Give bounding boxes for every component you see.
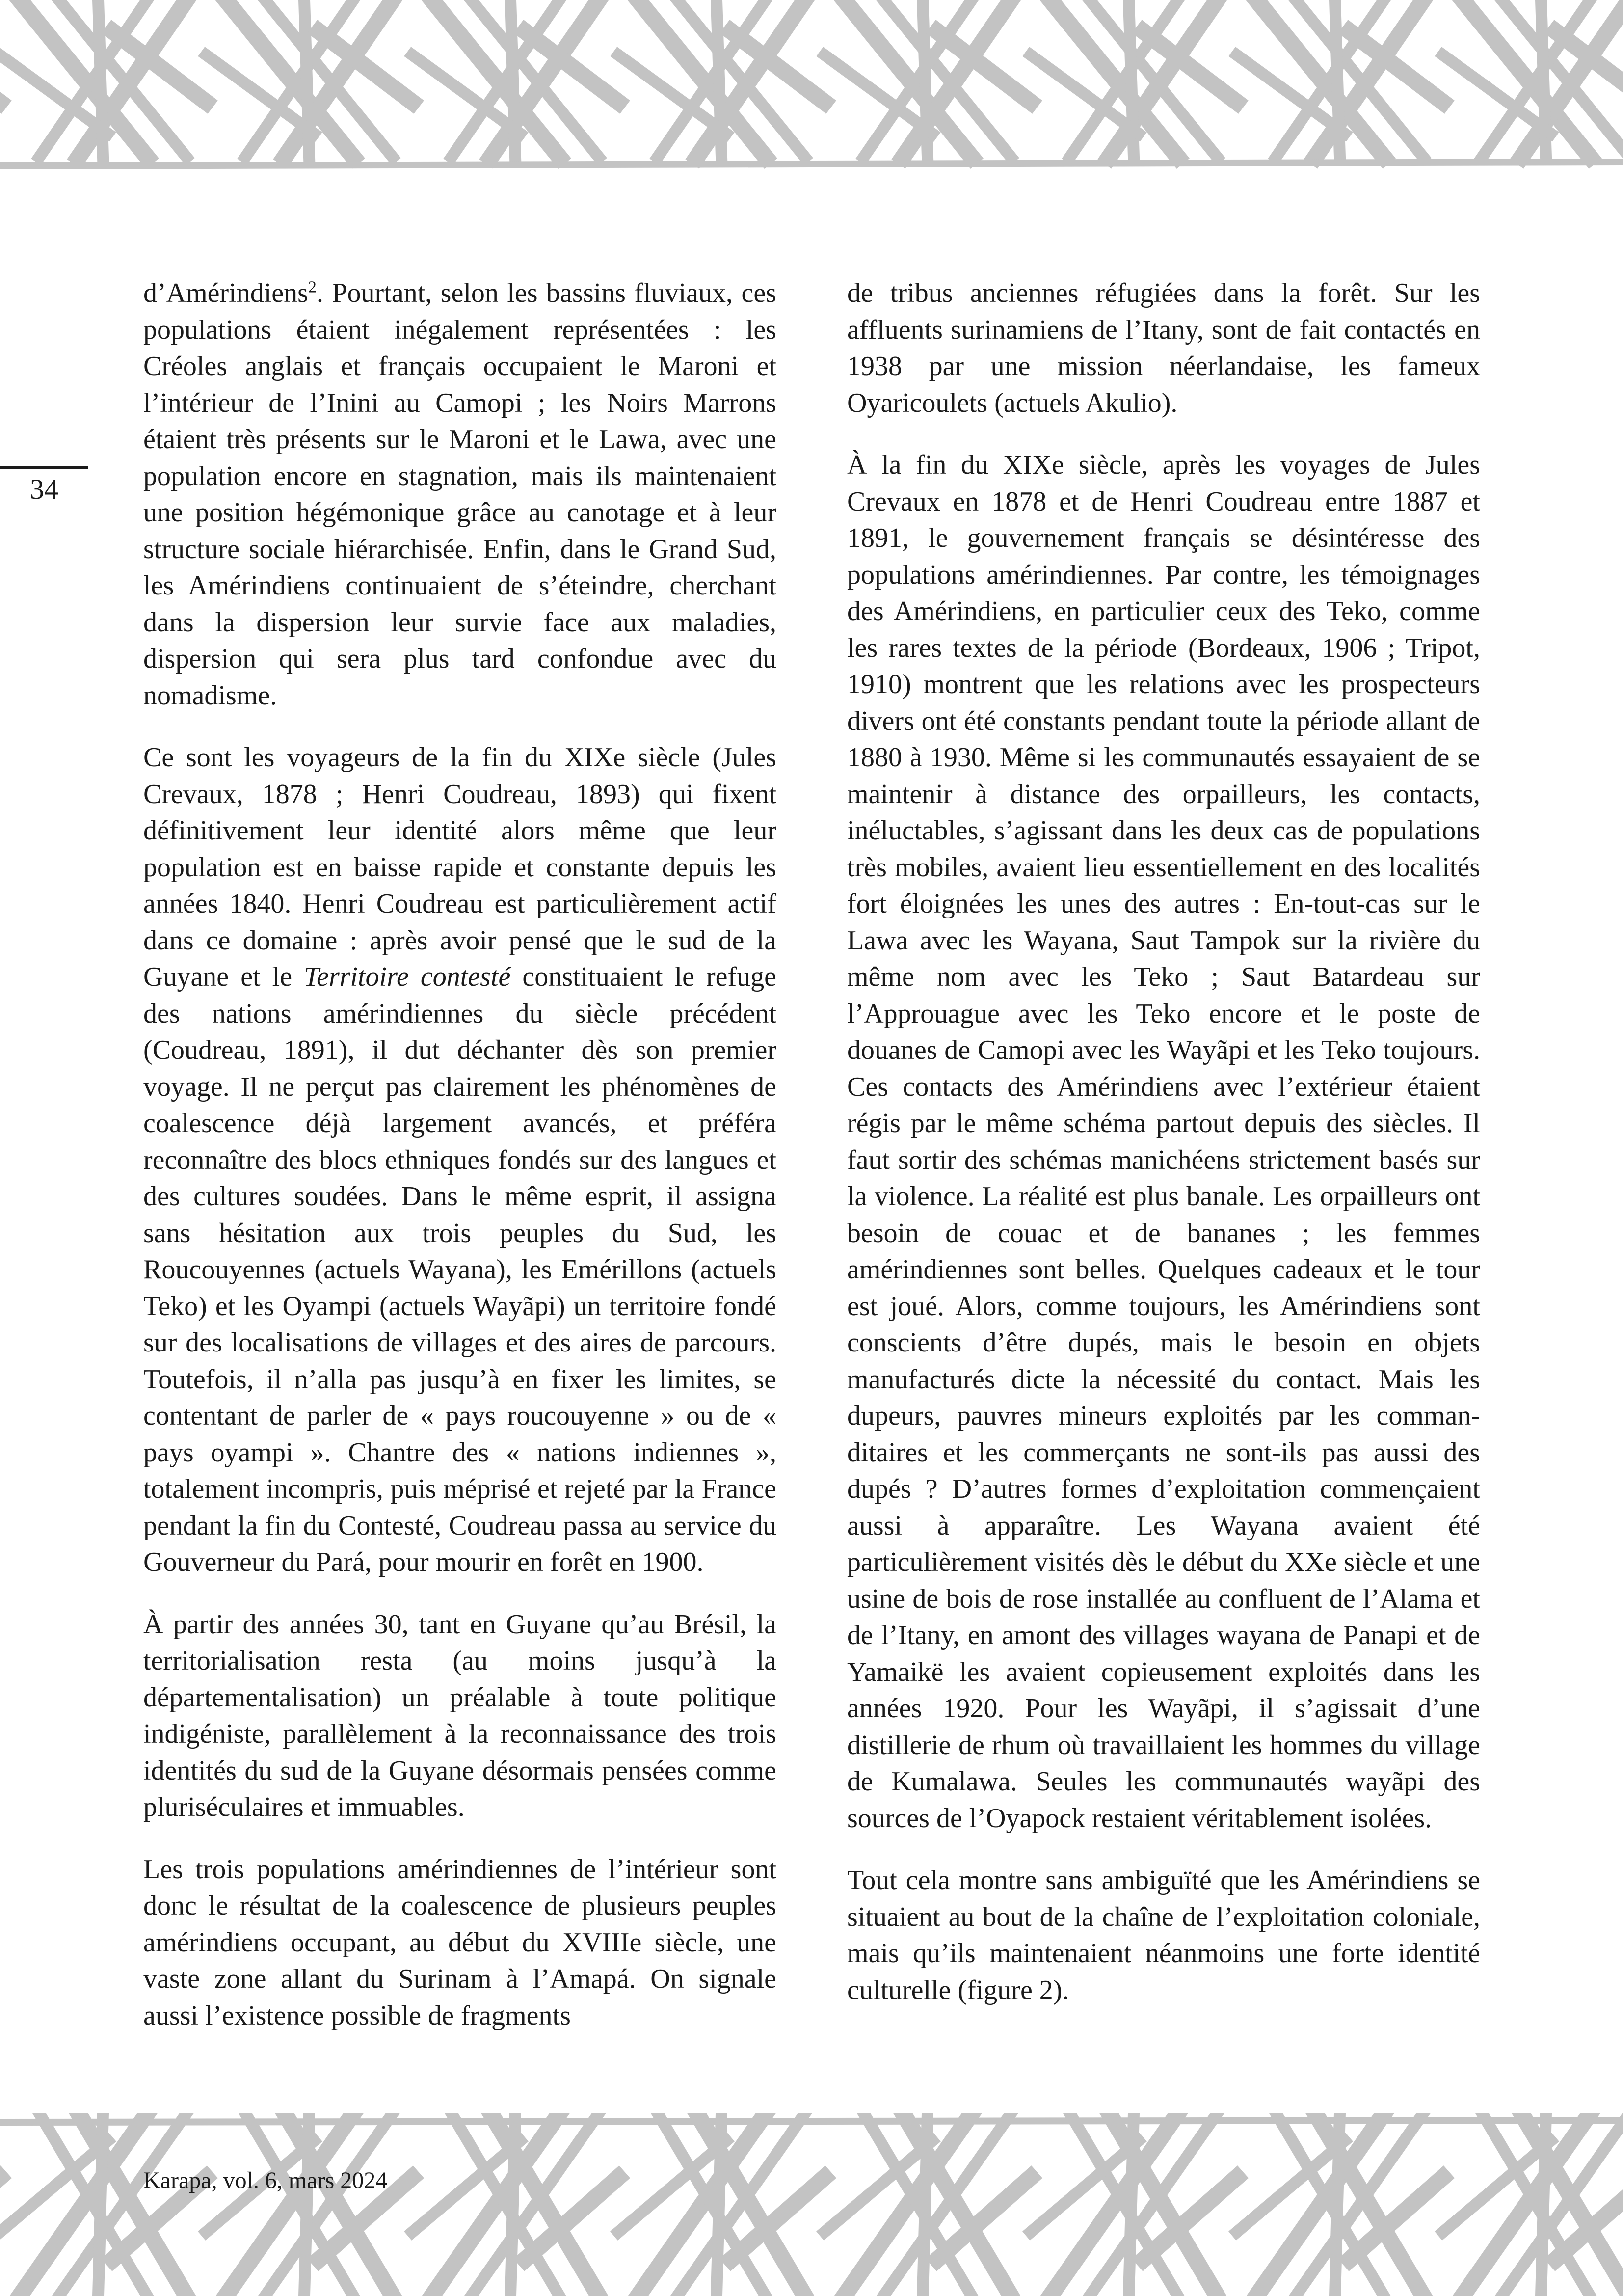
right-column <box>847 275 1480 2034</box>
decorative-footer-pattern <box>0 2113 1623 2296</box>
paragraph: À partir des années 30, tant en Guyane qu’au Brésil, la territorialisation resta (au moins jusqu’à la départementalisation) un préalable à toute politique indigéniste, parallèlement à la reconnaissance des trois identités du sud de la Guyane désormais pensées comme pluriséculaires et immuables. <box>143 1609 776 1822</box>
left-column <box>143 275 776 2059</box>
paragraph: Tout cela montre sans ambiguïté que les Amérindiens se situaient au bout de la chaîne de l’exploitation coloniale, mais qu’ils maintenaient néanmoins une forte identité culturelle (figure 2). <box>847 1865 1480 2005</box>
journal-footer: Karapa, vol. 6, mars 2024 <box>143 2167 388 2193</box>
paragraph: À la fin du XIXe siècle, après les voyages de Jules Crevaux en 1878 et de Henri Coudreau entre 1887 et 1891, le gouvernement français se désintéresse des populations amérindiennes. Par contre, les témoignages des Amérindiens, en particulier ceux des Teko, comme les rares textes de la période (Bordeaux, 1906 ; Tripot, 1910) montrent que les relations avec les prospecteurs divers ont été constants pendant toute la période allant de 1880 à 1930. Même si les communautés essayaient de se maintenir à distance des orpailleurs, les contacts, inéluctables, s’agissant dans les deux cas de populations très mobiles, avaient lieu essentiellement en des localités fort éloignées les unes des autres : En-tout-cas sur le Lawa avec les Wayana, Saut Tampok sur la rivière du même nom avec les Teko ; Saut Batardeau sur l’Approuague avec les Teko encore et le poste de douanes de Camopi avec les Wayãpi et les Teko toujours. Ces contacts des Amérindiens avec l’extérieur étaient régis par le même schéma partout depuis des siècles. Il faut sortir des schémas manichéens strictement basés sur la violence. La réalité est plus banale. Les orpailleurs ont besoin de couac et de bananes ; les femmes amérindiennes sont belles. Quelques cadeaux et le tour est joué. Alors, comme toujours, les Amérindiens sont conscients d’être dupés, mais le besoin en objets manufacturés dicte la nécessité du contact. Mais les dupeurs, pauvres mineurs exploités par les commanditaires et les commerçants ne sont-ils pas aussi des dupés ? D’autres formes d’exploitation commençaient aussi à apparaître. Les Wayana avaient été particulièrement visités dès le début du XXe siècle et une usine de bois de rose installée au confluent de l’Alama et de l’Itany, en amont des villages wayana de Panapi et de Yamaikë les avaient copieusement exploités dans les années 1920. Pour les Wayãpi, il s’agissait d’une distillerie de rhum où travaillaient les hommes du village de Kumalawa. Seules les communautés wayãpi des sources de l’Oyapock restaient véritablement isolées. <box>847 450 1480 1834</box>
footnote-reference[interactable]: 2 <box>308 278 317 297</box>
paragraph: Les trois populations amérindiennes de l’intérieur sont donc le résultat de la coalescence de plusieurs peuples amérindiens occupant, au début du XVIIIe siècle, une vaste zone allant du Surinam à l’Amapá. On signale aussi l’existence possible de fragments <box>143 1854 776 2031</box>
paragraph: d’Amérindiens$^2$. Pourtant, selon les bassins fluviaux, ces populations étaient inégalement représentées : les Créoles anglais et français occupaient le Maroni et l’intérieur de l’Inini au Camopi ; les Noirs Marrons étaient très présents sur le Maroni et le Lawa, avec une population encore en stagnation, mais ils maintenaient une position hégémonique grâce au canotage et à leur structure sociale hiérarchisée. Enfin, dans le Grand Sud, les Amérindiens continuaient de s’éteindre, cherchant dans la dispersion leur survie face aux maladies, dispersion qui sera plus tard confondue avec du nomadisme. <box>143 278 776 711</box>
italic-term: Territoire contesté <box>304 962 511 992</box>
decorative-header-pattern <box>0 0 1623 172</box>
page-number-rule <box>0 466 88 469</box>
page-number: 34 <box>30 473 58 505</box>
paragraph: de tribus anciennes réfugiées dans la forêt. Sur les affluents surinamiens de l’Itany, sont de fait contactés en 1938 par une mission néerlandaise, les fameux Oyaricoulets (actuels Akulio). <box>847 278 1480 418</box>
paragraph: Ce sont les voyageurs de la fin du XIXe siècle (Jules Crevaux, 1878 ; Henri Coudreau, 1893) qui fixent définitivement leur identité alors même que leur population est en baisse rapide et constante depuis les années 1840. Henri Coudreau est particulièrement actif dans ce domaine : après avoir pensé que le sud de la Guyane et le Territoire contesté constituaient le refuge des nations amérindiennes du siècle précédent (Coudreau, 1891), il dut déchanter dès son premier voyage. Il ne perçut pas clairement les phénomènes de coalescence déjà largement avancés, et préféra reconnaître des blocs ethniques fondés sur des langues et des cultures soudées. Dans le même esprit, il assigna sans hésitation aux trois peuples du Sud, les Roucouyennes (actuels Wayana), les Emérillons (actuels Teko) et les Oyampi (actuels Wayãpi) un territoire fondé sur des localisations de villages et des aires de parcours. Toutefois, il n’alla pas jusqu’à en fixer les limites, se contentant de parler de « pays roucouyenne » ou de « pays oyampi ». Chantre des « nations indiennes », totalement incompris, puis méprisé et rejeté par la France pendant la fin du Contesté, Coudreau passa au service du Gouverneur du Pará, pour mourir en forêt en 1900. <box>143 742 777 1577</box>
